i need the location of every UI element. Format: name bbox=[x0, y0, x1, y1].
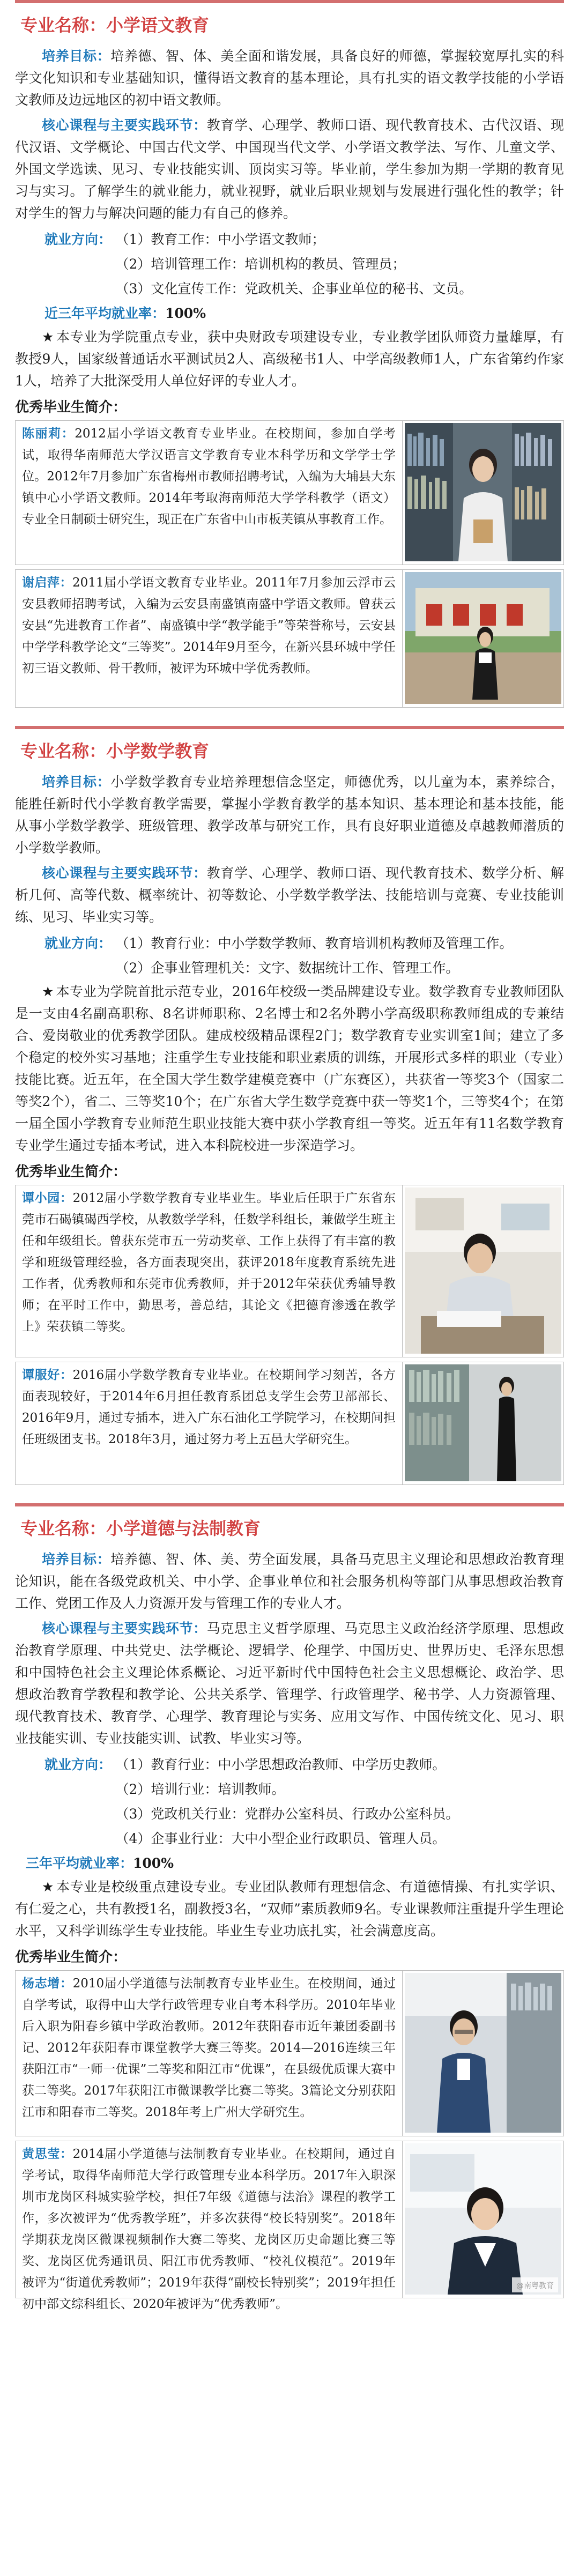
training-goal: 培养目标：培养德、智、体、美全面和谐发展，具备良好的师德，掌握较宽厚扎实的科学文化知识和专业基础知识，懂得语文教育的基本理论，具有扎实的语文教学技能的小学语文教师及边远地区的初中语文教师。 bbox=[15, 48, 564, 108]
employment-direction-4: （4）企事业行业：大中小型企业行政职员、管理人员。 bbox=[122, 1831, 446, 1846]
graduates-heading: 优秀毕业生简介： bbox=[15, 1164, 127, 1180]
library-portrait-image bbox=[405, 1364, 561, 1481]
graduate-photo bbox=[405, 2143, 561, 2295]
office-portrait-image bbox=[405, 1973, 561, 2133]
training-goal: 培养目标：培养德、智、体、美、劳全面发展，具备马克思主义理论和思想政治教育理论知识，能在各级党政机关、中小学、企事业单位和社会服务机构等部门从事思想政治教育工作、党团工作及人力资源开发与管理工作的专业人才。 bbox=[15, 1551, 564, 1611]
watermark-text: @南粤教育 bbox=[516, 2282, 554, 2290]
training-goal: 培养目标：小学数学教育专业培养理想信念坚定，师德优秀，以儿童为本，素养综合，能胜任新时代小学教育教学需要，掌握小学教育教学的基本知识、基本理论和基本技能，能从事小学数学教学、班级管理、教学改革与研究工作，具有良好职业道德及卓越教师潜质的小学数学教师。 bbox=[15, 774, 564, 856]
graduate-card: 谭服好：2016届小学数学教育专业毕业。在校期间学习刻苦，各方面表现较好，于2014年6月担任教育系团总支学生会劳卫部部长、2016年9月，通过专插本，进入广东石油化工学院学习，在校期间担任班级团支书。2018年3月，通过努力考上五邑大学研究生。 bbox=[15, 1362, 564, 1485]
employment-direction-3: （3）党政机关行业：党群办公室科员、行政办公室科员。 bbox=[122, 1806, 459, 1822]
major-section-morality-law bbox=[0, 1503, 579, 2311]
employment-rate: 三年平均就业率：100% bbox=[26, 1855, 174, 1871]
major-intro: ★ 本专业为学院重点专业，获中央财政专项建设专业，专业教学团队师资力量雄厚，有教授9人，国家级普通话水平测试员2人、高级秘书1人、中学高级教师1人，广东省第约作家1人，培养了大批深受用人单位好评的专业人才。 bbox=[15, 329, 564, 389]
employment-direction-2: （2）培训管理工作：培训机构的教员、管理员； bbox=[122, 256, 406, 272]
graduate-card: 谢启萍：2011届小学语文教育专业毕业。2011年7月参加云浮市云安县教师招聘考试，入编为云安县南盛镇南盛中学语文教师。曾获云安县“先进教育工作者”、南盛镇中学“教学能手”等荣誉称号，云安县中学学科教学论文“三等奖”。2014年9月至今，在新兴县环城中学任初三语文教师、骨干教师，被评为环城中学优秀教师。 bbox=[15, 569, 564, 708]
major-name: 小学道德与法制教育 bbox=[106, 1518, 261, 1539]
major-name: 小学语文教育 bbox=[106, 15, 210, 35]
graduate-photo bbox=[405, 1973, 561, 2133]
major-name-label: 专业名称： bbox=[20, 1518, 107, 1539]
office-portrait-image bbox=[405, 1187, 561, 1354]
graduate-card: 黄思莹：2014届小学道德与法制教育专业毕业。在校期间，通过自学考试，取得华南师范大学行政管理专业本科学历。2017年入职深圳市龙岗区科城实验学校，担任7年级《道德与法治》课程的教学工作，多次被评为“优秀教学班”，并多次获得“校长特别奖”。2018年学期获龙岗区微课视频制作大赛二等奖、龙岗区历史命题比赛三等奖、龙岗区优秀通讯员、阳江市优秀教师、“校礼仪模范”。2019年被评为“街道优秀教师”；2019年获得“副校长特别奖”；2019年担任初中部文综科组长、2020年被评为“优秀教师”。 @南粤教育 bbox=[15, 2141, 564, 2298]
major-header bbox=[15, 726, 564, 771]
major-header bbox=[15, 0, 564, 45]
bookshelf-portrait-image bbox=[405, 423, 561, 561]
major-section-math bbox=[0, 726, 579, 1485]
core-courses: 核心课程与主要实践环节：马克思主义哲学原理、马克思主义政治经济学原理、思想政治教育学原理、中共党史、法学概论、逻辑学、伦理学、中国历史、世界历史、毛泽东思想和中国特色社会主义理论体系概论、习近平新时代中国特色社会主义思想概论、政治学、思想政治教育学教程和教学论、公共关系学、管理学、行政管理学、秘书学、人力资源管理、现代教育技术、教育学、心理学、教育理论与实务、应用文写作、中国传统文化、见习、职业技能实训、专业技能实训、试教、毕业实习等。 bbox=[15, 1621, 564, 1746]
employment-direction-1: 就业方向： （1）教育工作：中小学语文教师； bbox=[44, 232, 325, 247]
core-courses: 核心课程与主要实践环节：教育学、心理学、教师口语、现代教育技术、数学分析、解析几何、高等代数、概率统计、初等数论、小学数学教学法、技能培训与竞赛、专业技能训练、见习、毕业实习等。 bbox=[15, 865, 564, 925]
graduates-heading: 优秀毕业生简介： bbox=[15, 1949, 127, 1965]
employment-direction-1: 就业方向： （1）教育行业：中小学思想政治教师、中学历史教师。 bbox=[44, 1757, 446, 1772]
graduate-photo bbox=[405, 1187, 561, 1354]
major-section-chinese bbox=[0, 0, 579, 708]
star-icon: ★ bbox=[42, 329, 55, 345]
core-courses-label: 核心课程与主要实践环节： bbox=[42, 117, 207, 133]
employment-direction-3: （3）文化宣传工作：党政机关、企事业单位的秘书、文员。 bbox=[122, 281, 473, 296]
star-icon: ★ bbox=[42, 1879, 55, 1895]
graduate-photo bbox=[405, 1364, 561, 1481]
graduate-photo bbox=[405, 423, 561, 561]
major-name-label: 专业名称： bbox=[20, 741, 107, 761]
major-name-label: 专业名称： bbox=[20, 15, 107, 35]
employment-rate: 近三年平均就业率：100% bbox=[44, 306, 206, 321]
training-goal-label: 培养目标： bbox=[42, 48, 111, 64]
major-intro: ★ 本专业是校级重点建设专业。专业团队教师有理想信念、有道德情操、有扎实学识、有仁爱之心，共有教授1名，副教授3名，“双师”素质教师9名。专业课教师注重提升学生理论水平，又科学训练学生专业技能。毕业生专业功底扎实，社会满意度高。 bbox=[15, 1879, 564, 1939]
classroom-portrait-image bbox=[405, 2143, 561, 2295]
employment-direction-2: （2）培训行业：培训教师。 bbox=[122, 1781, 285, 1797]
schoolyard-portrait-image bbox=[405, 572, 561, 704]
core-courses: 核心课程与主要实践环节：教育学、心理学、教师口语、现代教育技术、古代汉语、现代汉语、文学概论、中国古代文学、中国现当代文学、小学语文教学法、写作、儿童文学、外国文学选读、见习、专业技能实训、顶岗实习等。毕业前，学生参加为期一学期的教育见习与实习。了解学生的就业能力，就业视野，就业后职业规划与发展进行强化性的教学；针对学生的智力与解决问题的能力有自己的修养。 bbox=[15, 117, 564, 221]
major-name: 小学数学教育 bbox=[106, 741, 210, 761]
major-header bbox=[15, 1503, 564, 1548]
graduate-card: 陈丽莉：2012届小学语文教育专业毕业。在校期间，参加自学考试，取得华南师范大学汉语言文学教育专业本科学历和文学学士学位。2012年7月参加广东省梅州市教师招聘考试，入编为大埔县大东镇中心小学语文教师。2014年考取海南师范大学学科教学（语文）专业全日制硕士研究生，现正在广东省中山市板芙镇从事教育工作。 bbox=[15, 420, 564, 565]
graduate-card: 杨志增：2010届小学道德与法制教育专业毕业生。在校期间，通过自学考试，取得中山大学行政管理专业自考本科学历。2010年毕业后入职为阳春乡镇中学政治教师。2012年获阳春市近年兼团委副书记、2012年获阳春市课堂教学大赛三等奖。2014—2016连续三年获阳江市“一师一优课”二等奖和阳江市“优课”，在县级优质课大赛中获二等奖。2017年获阳江市微课教学比赛二等奖。3篇论文分别获阳江市和阳春市二等奖。2018年考上广州大学研究生。 bbox=[15, 1970, 564, 2136]
star-icon: ★ bbox=[42, 984, 54, 999]
graduate-card: 谭小园：2012届小学数学教育专业毕业生。毕业后任职于广东省东莞市石碣镇碣西学校，从教数学学科，任数学科组长，兼做学生班主任和年级组长。曾获东莞市五一劳动奖章、工作上获得了有丰富的教学和班级管理经验，各方面表现突出，获评2018年度教育系统先进工作者，优秀教师和东莞市优秀教师，并于2012年荣获优秀辅导教师；在平时工作中，勤思考，善总结，其论文《把德育渗透在教学上》荣获镇二等奖。 bbox=[15, 1185, 564, 1357]
employment-direction-2: （2）企事业管理机关：文字、数据统计工作、管理工作。 bbox=[122, 960, 459, 976]
major-intro: ★ 本专业为学院首批示范专业，2016年校级一类品牌建设专业。数学教育专业教师团队是一支由4名副高职称、8名讲师职称、2名博士和2名外聘小学高级职称教师组成的专兼结合、爱岗敬业的优秀教学团队。建成校级精品课程2门；数学教育专业实训室1间；建立了多个稳定的校外实习基地；注重学生专业技能和职业素质的训练，开展形式多样的职业（专业）技能比赛。近五年，在全国大学生数学建模竞赛中（广东赛区），共获省一等奖3个（国家二等奖2个），省二、三等奖10个；在广东省大学生数学竞赛中获一等奖1个，三等奖4个；在第一届全国小学教育专业师范生职业技能大赛中获小学教育组一等奖。近五年有11名数学教育专业学生通过专插本考试，进入本科院校进一步深造学习。 bbox=[15, 984, 564, 1153]
employment-direction-1: 就业方向： （1）教育行业：中小学数学教师、教育培训机构教师及管理工作。 bbox=[44, 936, 513, 951]
graduates-heading: 优秀毕业生简介： bbox=[15, 399, 127, 415]
graduate-photo bbox=[405, 572, 561, 704]
